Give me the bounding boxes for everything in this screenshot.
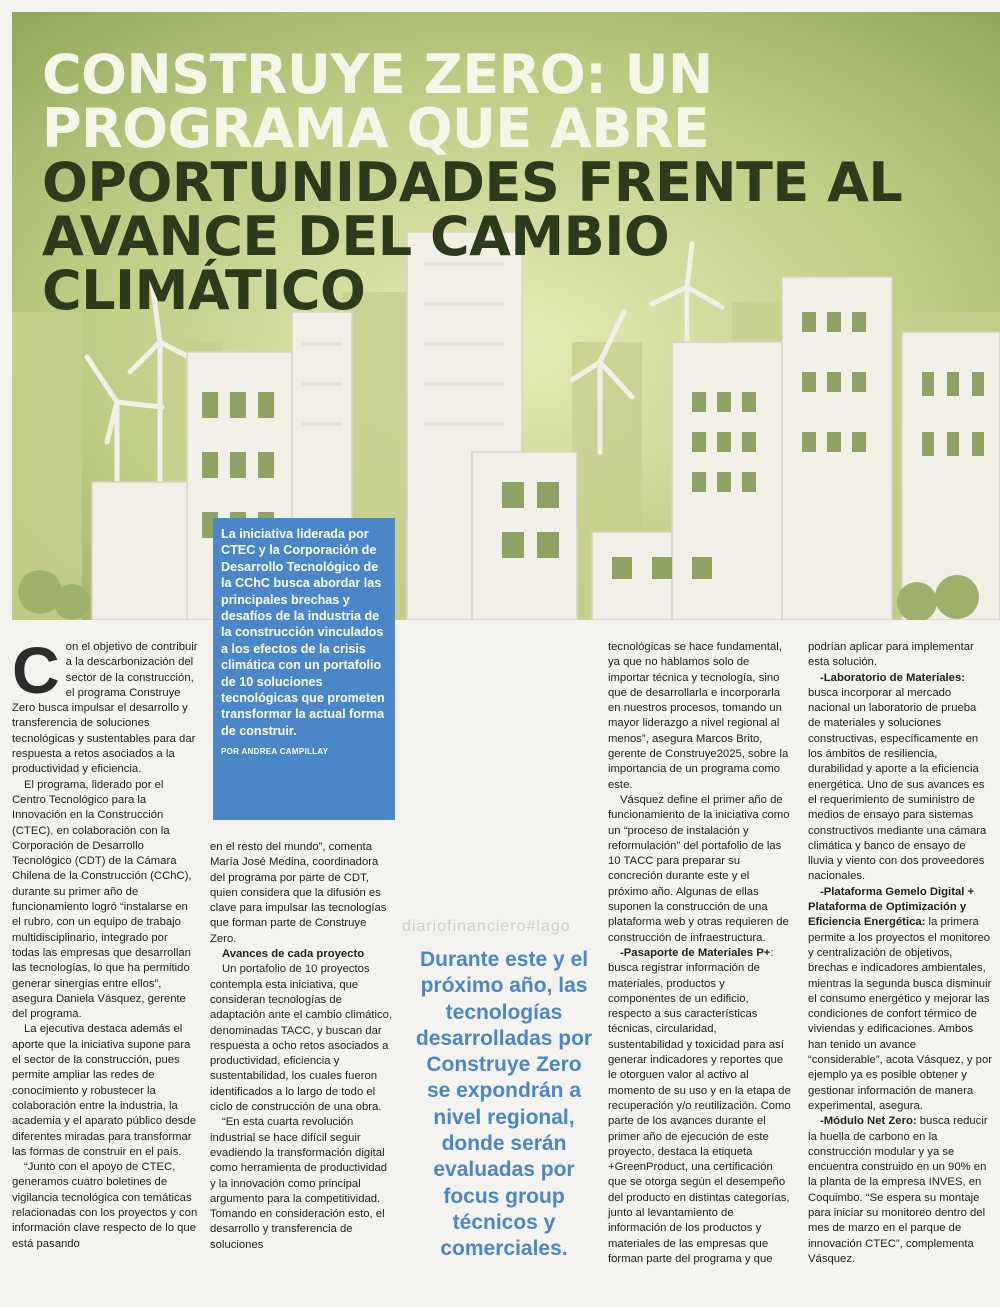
- paragraph: [608, 946, 792, 1267]
- paragraph: [808, 671, 992, 885]
- paragraph: El programa, liderado por el Centro Tecnológico para la Innovación en la Construcción (CTEC), en colaboración con la Corporación de Desarrollo Tecnológico (CDT) de la Cámara Chilena de la Construcción (CChC), durante su primer año de funcionamiento logró “instalarse en el rubro, con un equipo de trabajo multidisciplinario, integrado por todas las empresas que desarrollan las tecnologías, lo que ha permitido generar sinergias entre ellos”, asegura Daniela Vásquez, gerente del programa.: [12, 778, 192, 1021]
- paragraph: tecnológicas se hace fundamental, ya que no hablamos solo de importar técnica y tecnología, sino que de desarrollarla e incorporarla en nuestros procesos, tomando un mayor liderazgo a nivel regional al menos”, asegura Marcos Brito, gerente de Construye2025, sobre la importancia de un programa como este.: [608, 641, 789, 791]
- author-byline: POR ANDREA CAMPILLAY: [221, 747, 329, 757]
- lede-box: [213, 518, 395, 820]
- item-text: : busca registrar información de materiales, productos y componentes de un edificio, respecto a sus características técnicas, circularidad, sustentabilidad y toxicidad para así generar indicadores y reportes que le otorguen valor al activo al momento de su uso y en la etapa de recuperación y/o reutilización. Como parte de los avances durante el primer año de ejecución de este proyecto, destaca la etiqueta +GreenProduct, una certificación que se otorga según el desempeño del producto en distintas categorías, junto al levantamiento de información de los productos y materiales de las empresas que forman parte del programa y que: [608, 946, 791, 1265]
- paragraph: [808, 885, 992, 1114]
- section-subhead: Avances de cada proyecto: [222, 948, 365, 961]
- article-column-2: [210, 840, 394, 1253]
- headline-line-1: CONSTRUYE ZERO: UN: [42, 43, 713, 106]
- headline-line-2: PROGRAMA QUE ABRE: [42, 97, 710, 160]
- paragraph: “En esta cuarta revolución industrial se hace difícil seguir evadiendo la transformación digital como herramienta de productividad y la innovación como principal argumento para la competitividad. Tomando en consideración esto, el desarrollo y transferencia de soluciones: [210, 1116, 388, 1251]
- watermark: diariofinanciero#lago: [402, 918, 571, 935]
- paragraph: podrían aplicar para implementar esta solución.: [808, 641, 974, 669]
- lede-text: La iniciativa liderada por CTEC y la Corporación de Desarrollo Tecnológico de la CChC busca abordar las principales brechas y desafíos de la industria de la construcción vinculados a los efectos de la crisis climática con un portafolio de 10 soluciones tecnológicas que prometen transformar la actual forma de construir.: [221, 527, 385, 738]
- item-label: -Plataforma Gemelo Digital + Plataforma de Optimización y Eficiencia Energética:: [808, 885, 975, 929]
- article-column-4: [808, 640, 992, 1267]
- item-label: -Pasaporte de Materiales P+: [620, 946, 771, 959]
- paragraph: La ejecutiva destaca además el aporte que la iniciativa supone para el sector de la construcción, pues permite ampliar las redes de conocimiento y robustecer la colaboración entre la industria, la academia y el aparato público desde diferentes miradas para transformar las formas de construir en el país.: [12, 1023, 197, 1158]
- item-label: -Módulo Net Zero:: [820, 1115, 917, 1128]
- pull-quote: Durante este y el próximo año, las tecnologías desarrolladas por Construye Zero se expondrán a nivel regional, donde serán evaluadas por focus group técnicos y comerciales.: [415, 948, 593, 1261]
- headline-line-3: OPORTUNIDADES FRENTE AL: [42, 151, 903, 214]
- paragraph: en el resto del mundo”, comenta María José Medina, coordinadora del programa por parte de CDT, quien considera que la difusión es clave para impulsar las tecnologías que forman parte de Construye Zero.: [210, 841, 387, 945]
- item-text: busca reducir la huella de carbono en la construcción modular y ya se encuentra construido en un 90% en la planta de la empresa INVES, en Coquimbo. “Se espera su montaje para iniciar su monitoreo dentro del mes de marzo en el parque de innovación CTEC”, complementa Vásquez.: [808, 1115, 988, 1265]
- item-label: -Laboratorio de Materiales:: [820, 671, 966, 684]
- item-text: busca incorporar al mercado nacional un laboratorio de prueba de materiales y soluciones constructivas, específicamente en los ámbitos de resiliencia, durabilidad y aporte a la eficiencia energética. Uno de sus avances es el requerimiento de suministro de medios de ensayo para sistemas constructivos mediante una cámara climática y banco de ensayo de lluvia y viento con dos proveedores nacionales.: [808, 686, 987, 883]
- drop-cap: C: [12, 633, 60, 707]
- item-text: la primera permite a los proyectos el monitoreo y centralización de objetivos, brechas e indicadores ambientales, mientras la segunda busca disminuir el consumo energético y mejorar las condiciones de confort térmico de viviendas y edificaciones. Ambos han tenido un avance “considerable”, acota Vásquez, y por ejemplo ya es posible obtener y gestionar información de manera experimental, asegura.: [808, 916, 992, 1112]
- headline-line-4: AVANCE DEL CAMBIO CLIMÁTICO: [42, 205, 670, 322]
- paragraph: Vásquez define el primer año de funcionamiento de la iniciativa como un “proceso de instalación y reformulación” del portafolio de las 10 TACC para preparar su concreción durante este y el próximo año. Algunas de ellas suponen la construcción de una plataforma web y otras requieren de construcción de infraestructura.: [608, 793, 790, 944]
- hero-illustration: [12, 12, 1000, 620]
- paragraph: on el objetivo de contribuir a la descarbonización del sector de la construcción, el programa Construye Zero busca impulsar el desarrollo y transferencia de soluciones tecnológicas y sustentables para dar respuesta a retos asociados a la productividad y eficiencia.: [12, 641, 198, 776]
- article-column-3: [608, 640, 792, 1267]
- article-column-1: [12, 633, 198, 1252]
- paragraph: [808, 1114, 992, 1267]
- headline: [42, 43, 1000, 322]
- paragraph: Un portafolio de 10 proyectos contempla esta iniciativa, que consideran tecnologías de adaptación ante el cambio climático, denominadas TACC, y buscan dar respuesta a ocho retos asociados a productividad, eficiencia y sustentabilidad, los cuales fueron identificados a lo largo de todo el ciclo de construcción de una obra.: [210, 963, 393, 1114]
- paragraph: “Junto con el apoyo de CTEC, generamos cuatro boletines de vigilancia tecnológica con temáticas relacionadas con los proyectos y con información clave respecto de lo que está pasando: [12, 1161, 198, 1250]
